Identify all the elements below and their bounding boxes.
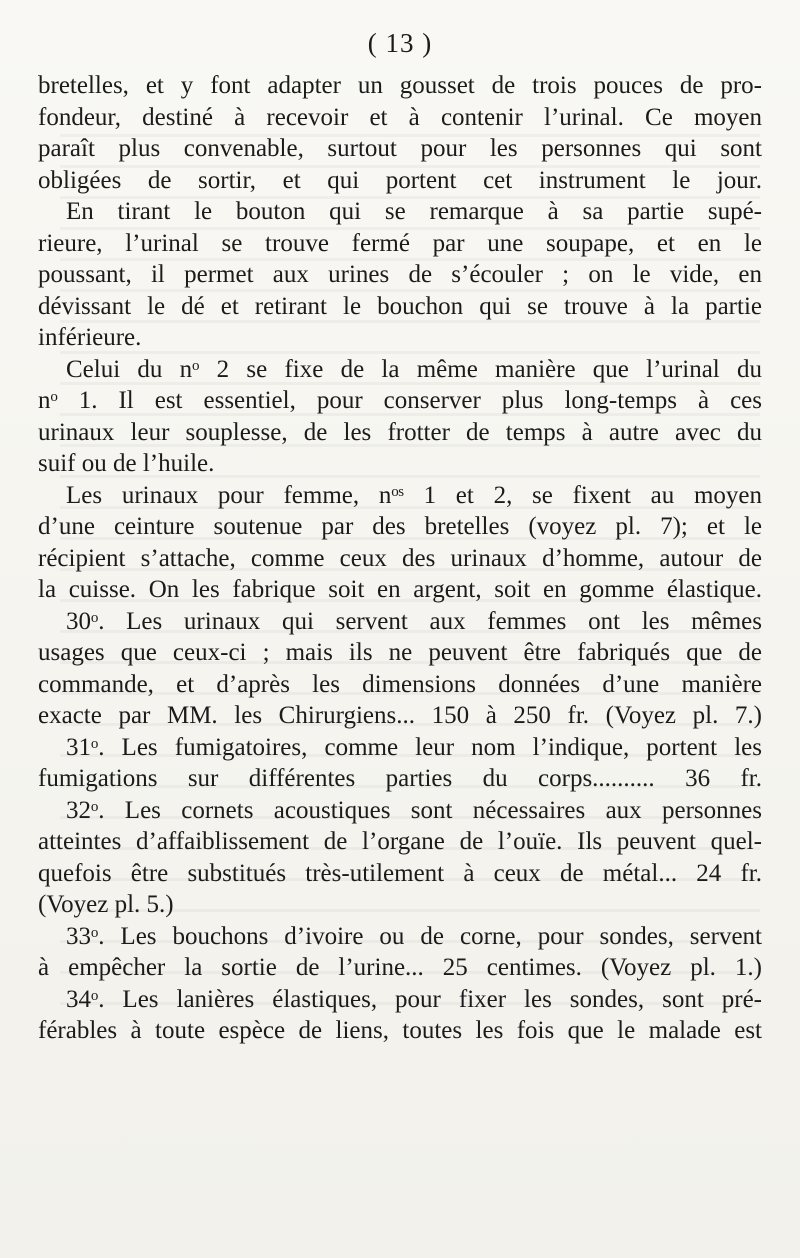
text-line: En tirant le bouton qui se remarque à sa partie supé- xyxy=(66,198,762,225)
text-line: 32ᵒ. Les cornets acoustiques sont nécessaires aux personnes xyxy=(66,796,762,824)
text-line: fumigations sur différentes parties du corps.......... 36 fr. xyxy=(38,765,762,792)
text-line: urinaux leur souplesse, de les frotter de temps à autre avec du xyxy=(38,418,762,446)
text-line: bretelles, et y font adapter un gousset de trois pouces de pro- xyxy=(38,72,762,99)
text-line: à empêcher la sortie de l’urine... 25 centimes. (Voyez pl. 1.) xyxy=(38,954,762,981)
text-line: dévissant le dé et retirant le bouchon qui se trouve à la partie xyxy=(38,292,762,320)
text-line: d’une ceinture soutenue par des bretelles (voyez pl. 7); et le xyxy=(38,513,762,540)
text-line: 31ᵒ. Les fumigatoires, comme leur nom l’indique, portent les xyxy=(66,733,762,761)
text-line: récipient s’attache, comme ceux des urinaux d’homme, autour de xyxy=(38,544,762,572)
text-line: férables à toute espèce de liens, toutes les fois que le malade est xyxy=(38,1017,762,1044)
text-line: paraît plus convenable, surtout pour les personnes qui sont xyxy=(38,135,762,162)
text-line: commande, et d’après les dimensions données d’une manière xyxy=(38,670,762,698)
text-line: poussant, il permet aux urines de s’écouler ; on le vide, en xyxy=(38,261,762,288)
text-line: suif ou de l’huile. xyxy=(38,450,215,477)
text-line: 30ᵒ. Les urinaux qui servent aux femmes ont les mêmes xyxy=(66,607,762,635)
text-line: (Voyez pl. 5.) xyxy=(38,891,174,918)
text-line: fondeur, destiné à recevoir et à contenir l’urinal. Ce moyen xyxy=(38,103,762,131)
text-line: exacte par MM. les Chirurgiens... 150 à 250 fr. (Voyez pl. 7.) xyxy=(38,702,762,729)
text-line: Celui du nᵒ 2 se fixe de la même manière que l’urinal du xyxy=(66,355,762,383)
text-line: inférieure. xyxy=(38,324,142,351)
text-line: rieure, l’urinal se trouve fermé par une soupape, et en le xyxy=(38,229,762,257)
text-line: Les urinaux pour femme, nᵒˢ 1 et 2, se fixent au moyen xyxy=(66,481,762,509)
text-line: obligées de sortir, et qui portent cet instrument le jour. xyxy=(38,166,762,194)
text-line: la cuisse. On les fabrique soit en argent, soit en gomme élastique. xyxy=(38,576,762,603)
text-line: nᵒ 1. Il est essentiel, pour conserver plus long-temps à ces xyxy=(38,387,762,414)
text-line: 34ᵒ. Les lanières élastiques, pour fixer les sondes, sont pré- xyxy=(66,985,762,1013)
text-line: 33ᵒ. Les bouchons d’ivoire ou de corne, pour sondes, servent xyxy=(66,922,762,950)
page-number: ( 13 ) xyxy=(367,28,433,58)
text-line: atteintes d’affaiblissement de l’organe de l’ouïe. Ils peuvent quel- xyxy=(38,828,762,855)
text-line: usages que ceux-ci ; mais ils ne peuvent être fabriqués que de xyxy=(38,639,762,666)
body-text xyxy=(38,70,762,1047)
text-line: quefois être substitués très-utilement à ceux de métal... 24 fr. xyxy=(38,859,762,887)
